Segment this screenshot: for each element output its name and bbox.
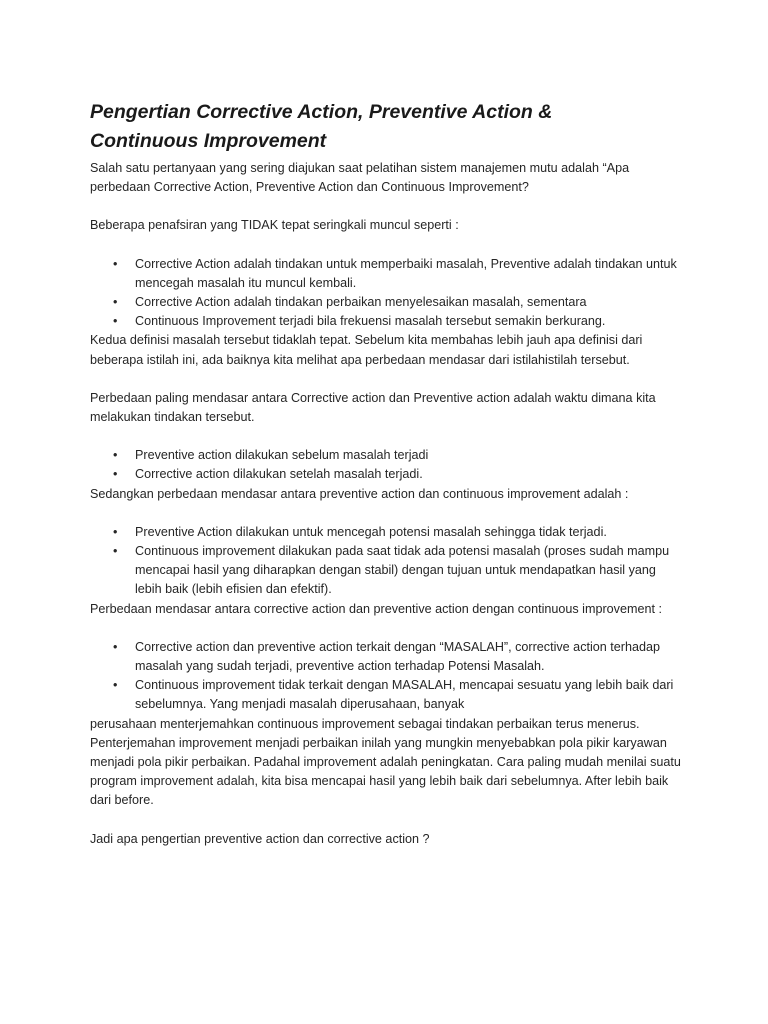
body-paragraph: Perbedaan paling mendasar antara Corrective action dan Preventive action adalah waktu dimana kita melakukan tindakan tersebut. [90,390,656,425]
action-vs-improvement-list [90,638,682,715]
misinterpretation-list [90,255,682,332]
timing-difference-list [90,446,682,484]
document-page [90,98,682,849]
bullet-icon: • [113,314,118,329]
preventive-vs-improvement-list [90,523,682,600]
body-paragraph: Perbedaan mendasar antara corrective action dan preventive action dengan continuous improvement : [90,601,662,616]
lead-paragraph: Beberapa penafsiran yang TIDAK tepat seringkali muncul seperti : [90,218,459,233]
body-paragraph: Kedua definisi masalah tersebut tidaklah tepat. Sebelum kita membahas lebih jauh apa definisi dari beberapa istilah ini, ada baiknya kita melihat apa perbedaan mendasar dari istilahistilah tersebut. [90,333,643,367]
list-item-text: Preventive Action dilakukan untuk mencegah potensi masalah sehingga tidak terjadi. [135,524,607,539]
list-item-text: Continuous improvement tidak terkait dengan MASALAH, mencapai sesuatu yang lebih baik dari sebelumnya. Yang menjadi masalah diperusahaan, banyak [135,678,674,712]
list-item-text: Corrective Action adalah tindakan perbaikan menyelesaikan masalah, sementara [135,295,587,310]
bullet-icon: • [113,678,118,693]
list-item-text: Continuous improvement dilakukan pada saat tidak ada potensi masalah (proses sudah mampu mencapai hasil yang diharapkan dengan stabil) dengan tujuan untuk mendapatkan hasil yang lebih baik (lebih efisien dan efektif). [135,544,670,597]
bullet-icon: • [113,448,118,463]
list-item [90,293,682,312]
list-item [90,523,682,542]
body-paragraph: perusahaan menterjemahkan continuous improvement sebagai tindakan perbaikan terus menerus. Penterjemahan improvement menjadi perbaikan inilah yang mungkin menyebabkan pola pikir karyawan menjadi pola pikir perbaikan. Padahal improvement adalah peningkatan. Cara paling mudah menilai suatu program improvement adalah, kita bisa mencapai hasil yang lebih baik dari sebelumnya. After lebih baik dari before. [90,716,681,808]
bullet-icon: • [113,524,118,539]
intro-paragraph: Salah satu pertanyaan yang sering diajukan saat pelatihan sistem manajemen mutu adalah “Apa perbedaan Corrective Action, Preventive Action dan Continuous Improvement? [90,161,630,195]
bullet-icon: • [113,544,118,559]
title-line-2: Continuous Improvement [90,130,327,152]
body-paragraph: Sedangkan perbedaan mendasar antara preventive action dan continuous improvement adalah : [90,486,629,501]
list-item-text: Corrective action dilakukan setelah masalah terjadi. [135,467,423,482]
list-item [90,446,682,465]
document-title [90,98,682,156]
list-item [90,542,682,600]
closing-question: Jadi apa pengertian preventive action dan corrective action ? [90,831,430,846]
title-line-1: Pengertian Corrective Action, Preventive Action & [90,101,553,123]
list-item-text: Preventive action dilakukan sebelum masalah terjadi [135,448,429,463]
list-item [90,676,682,714]
bullet-icon: • [113,467,118,482]
bullet-icon: • [113,639,118,654]
bullet-icon: • [113,295,118,310]
list-item [90,465,682,484]
bullet-icon: • [113,256,118,271]
list-item-text: Continuous Improvement terjadi bila frekuensi masalah tersebut semakin berkurang. [135,314,606,329]
list-item [90,255,682,293]
list-item [90,312,682,331]
list-item [90,638,682,676]
list-item-text: Corrective Action adalah tindakan untuk memperbaiki masalah, Preventive adalah tindakan untuk mencegah masalah itu muncul kembali. [135,256,677,290]
list-item-text: Corrective action dan preventive action terkait dengan “MASALAH”, corrective action terhadap masalah yang sudah terjadi, preventive action terhadap Potensi Masalah. [135,639,661,674]
